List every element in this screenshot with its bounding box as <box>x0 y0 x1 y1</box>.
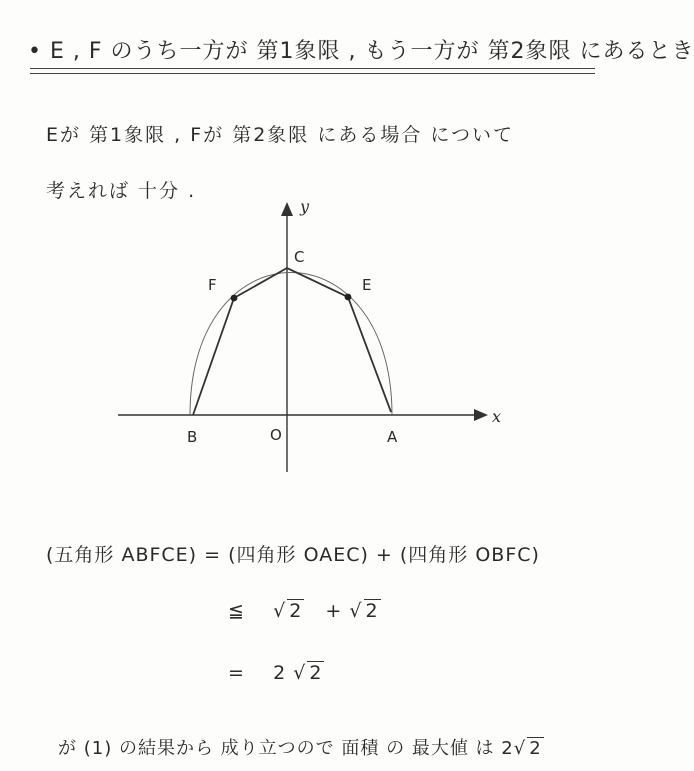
x-axis-arrow-icon <box>474 409 488 421</box>
eq3-coefficient: 2 <box>273 662 287 684</box>
label-b: B <box>187 428 198 446</box>
conclusion-coefficient: 2 <box>501 738 514 759</box>
sqrt-term-1: √ 2 <box>273 600 303 622</box>
label-e: E <box>362 276 372 294</box>
label-o: O <box>270 426 282 444</box>
statement-line-2: 考えれば 十分 . <box>46 180 197 202</box>
eq1-rhs: (四角形 OAEC) + (四角形 OBFC) <box>228 544 540 566</box>
x-axis-label: x <box>492 407 502 426</box>
sqrt-term-3: √ 2 <box>293 662 323 684</box>
point-e-dot <box>345 294 352 301</box>
eq1-lhs: (五角形 ABFCE) <box>46 544 198 566</box>
bullet-point: • <box>28 39 42 64</box>
sqrt-radicand-2: 2 <box>365 600 379 622</box>
sqrt-term-4: √ 2 <box>513 738 542 759</box>
label-f: F <box>208 276 217 294</box>
label-c: C <box>294 248 305 266</box>
eq3-equals: = <box>228 662 245 684</box>
sqrt-radicand-4: 2 <box>529 738 542 759</box>
heading-text: E , F のうち一方が 第1象限 , もう一方が 第2象限 にあるとき <box>49 39 694 64</box>
sqrt-term-2: √ 2 <box>349 600 379 622</box>
label-a: A <box>387 428 398 446</box>
point-f-dot <box>231 295 238 302</box>
sqrt-radicand-3: 2 <box>309 662 323 684</box>
conclusion-text: が (1) の結果から 成り立つので 面積 の 最大値 は <box>58 738 495 759</box>
sqrt-radicand-1: 2 <box>289 600 303 622</box>
statement-line-1: Eが 第1象限 , Fが 第2象限 にある場合 について <box>46 124 515 146</box>
eq2-plus: + <box>325 600 343 622</box>
y-axis-arrow-icon <box>281 202 293 216</box>
y-axis-label: y <box>300 197 310 216</box>
eq2-leq: ≦ <box>228 600 245 622</box>
equation-line-1 <box>46 540 540 567</box>
conclusion-line <box>58 734 544 760</box>
equation-line-2 <box>228 600 381 622</box>
equation-line-3 <box>228 662 324 684</box>
eq1-equals: = <box>204 544 222 566</box>
